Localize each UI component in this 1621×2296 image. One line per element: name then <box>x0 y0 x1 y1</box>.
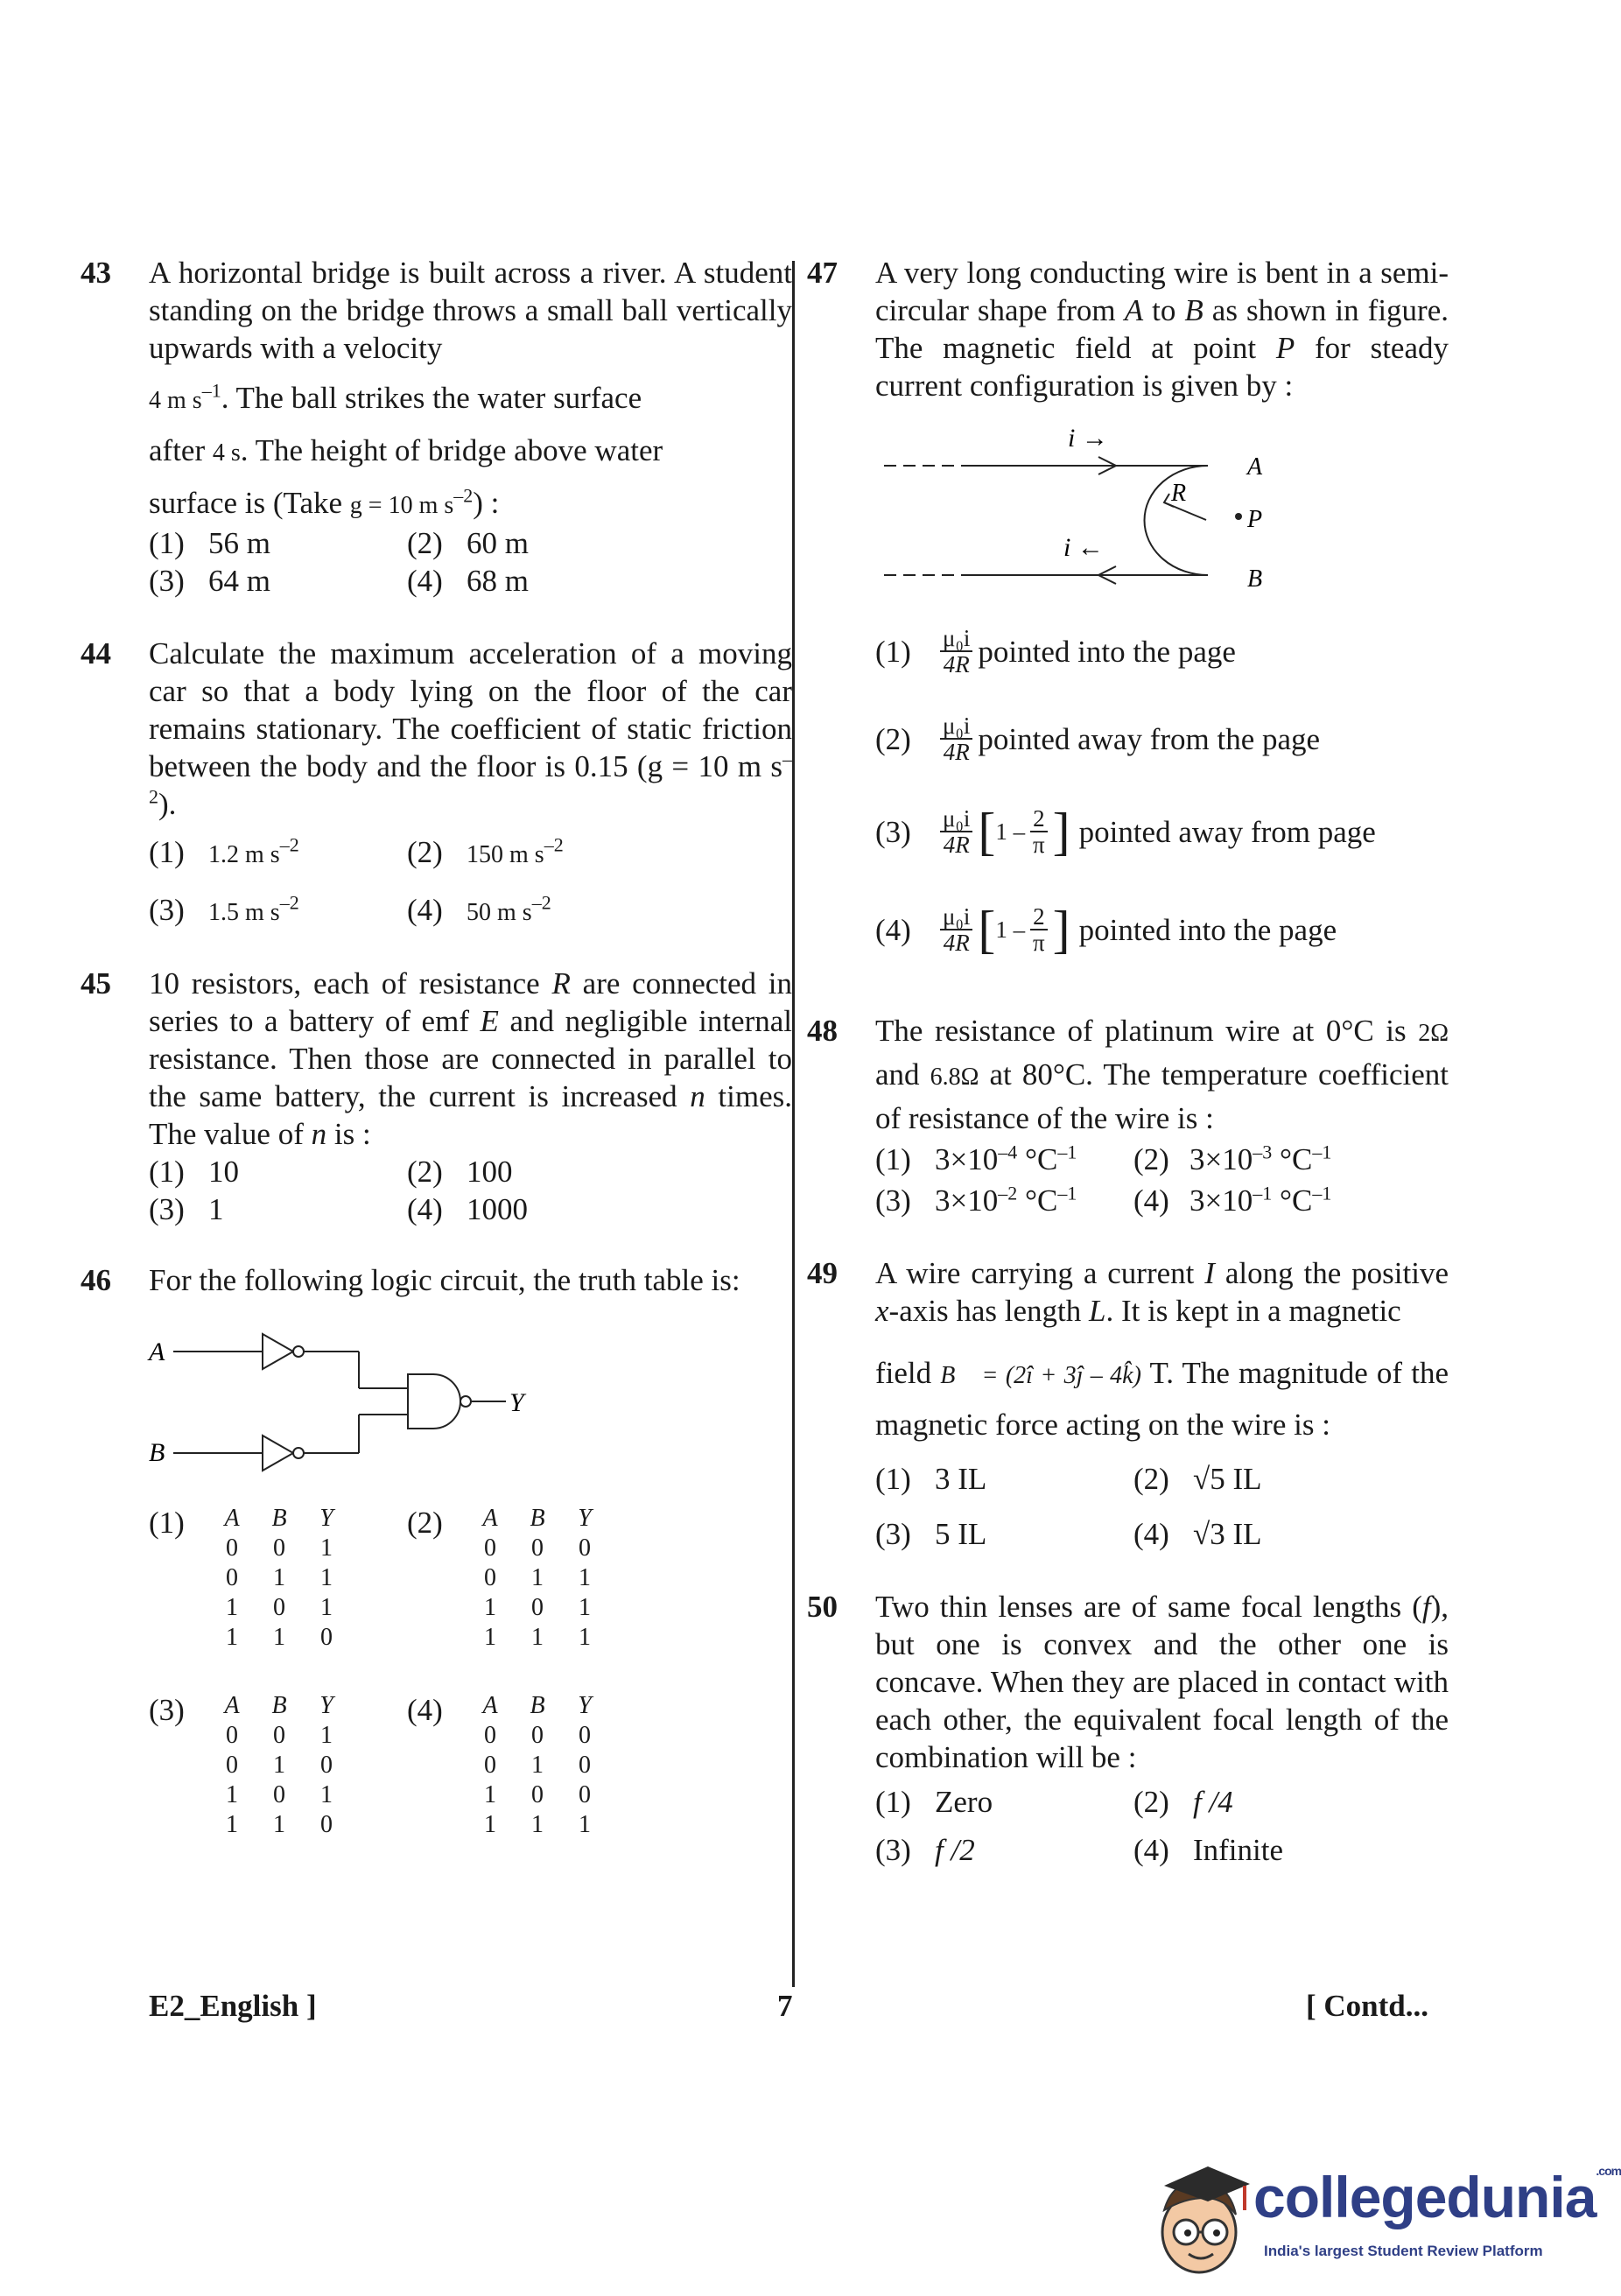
option-4[interactable]: (4) Infinite <box>1133 1833 1284 1867</box>
question-48 <box>807 1010 1449 1221</box>
question-number: 43 <box>81 256 111 290</box>
option-3[interactable]: (3) 1 <box>149 1192 224 1226</box>
logo-tagline: India's largest Student Review Platform <box>1264 2243 1543 2259</box>
truth-table: A B Y 0 0 1 0 1 0 1 0 1 1 1 0 <box>224 1692 333 1838</box>
point-b-label: B <box>1247 565 1263 593</box>
option-3[interactable]: (3) A B Y 0 0 1 0 1 0 1 0 1 1 1 0 <box>149 1691 407 1840</box>
option-4[interactable]: (4) $3\times 10^{-1}$ $^\circ C^{-1}$ <box>1133 1182 1332 1218</box>
question-number: 44 <box>81 636 111 671</box>
option-3[interactable]: (3) 5 IL <box>875 1517 987 1551</box>
point-p <box>1235 513 1242 520</box>
option-2[interactable]: (2) 100 <box>407 1155 513 1189</box>
option-2[interactable]: (2) A B Y 0 0 0 0 1 1 1 0 1 1 1 1 <box>407 1504 670 1653</box>
question-text: The resistance of platinum wire at 0°C is 2Ω and 6.8Ω at 80°C. The temperature coefficient of resistance of the wire is : <box>875 1014 1449 1135</box>
option-2[interactable]: (2) f /4 <box>1133 1785 1233 1819</box>
question-45 <box>81 965 793 1228</box>
question-47 <box>807 254 1449 979</box>
options <box>149 1153 792 1228</box>
option-1[interactable]: (1) 10 <box>149 1155 239 1189</box>
option-1[interactable]: (1) 56 m <box>149 526 270 560</box>
option-4[interactable]: (4) A B Y 0 0 0 0 1 0 1 0 0 1 1 1 <box>407 1691 670 1840</box>
question-text: For the following logic circuit, the truth table is: <box>149 1263 740 1297</box>
option-2[interactable]: (2) $3\times 10^{-3}$ $^\circ C^{-1}$ <box>1133 1141 1332 1176</box>
input-a-label: A <box>149 1338 165 1366</box>
options <box>875 607 1449 979</box>
question-text: 10 resistors, each of resistance R are connected in series to a battery of emf E and negligible internal resistance. Then those are connected in parallel to the same battery, the current is increased n times. The value of n is : <box>149 966 793 1151</box>
logo-wordmark: collegedunia$^{.com}$ <box>1253 2164 1621 2229</box>
options <box>875 1783 1449 1869</box>
option-1[interactable]: (1) $3\times 10^{-4}$ $^\circ C^{-1}$ <box>875 1141 1077 1176</box>
question-number: 50 <box>807 1590 838 1624</box>
point-p-label: P <box>1247 506 1263 533</box>
option-2[interactable]: (2) 150 m $s^{-2}$ <box>407 833 564 869</box>
option-1[interactable]: (1) A B Y 0 0 1 0 1 1 1 0 1 1 1 0 <box>149 1504 407 1653</box>
option-4[interactable]: (4) 1000 <box>407 1192 528 1226</box>
option-4[interactable]: (4) 68 m <box>407 564 529 598</box>
input-b-label: B <box>149 1438 165 1467</box>
question-43 <box>81 254 792 600</box>
question-text: A horizontal bridge is built across a river. A student standing on the bridge throws a small ball vertically upwards with a velocity 4 m $s^{-1}$. The ball strikes the water surface after 4 s. The height of bridge above water surface is (Take g = 10 m $s^{-2}$) : <box>149 256 792 520</box>
truth-table-options <box>149 1504 792 1840</box>
options <box>875 1139 1449 1221</box>
option-4[interactable]: (4) $\frac{\text{μ₀i}}{4R}$ [ 1 – $\frac{2}{\pi}$ ] pointed into the page <box>875 901 1337 958</box>
current-bottom-label: i ← <box>1063 533 1104 562</box>
question-49 <box>807 1254 1449 1553</box>
question-number: 49 <box>807 1256 838 1290</box>
question-46 <box>81 1261 792 1840</box>
option-3[interactable]: (3) f /2 <box>875 1833 975 1867</box>
question-number: 47 <box>807 256 838 290</box>
options <box>149 524 792 600</box>
output-y-label: Y <box>509 1388 524 1417</box>
footer-page-number: 7 <box>777 1989 793 2023</box>
option-3[interactable]: (3) 64 m <box>149 564 270 598</box>
option-1[interactable]: (1) $\frac{\text{μ₀i}}{4R}$ pointed into the page <box>875 625 1236 678</box>
question-text: Two thin lenses are of same focal lengths (f), but one is convex and the other one is concave. When they are placed in contact with each other, the equivalent focal length of the combination will be : <box>875 1590 1449 1774</box>
option-1[interactable]: (1) 3 IL <box>875 1462 987 1496</box>
option-2[interactable]: (2) √5 IL <box>1133 1462 1262 1496</box>
logic-circuit-diagram <box>149 1308 534 1483</box>
option-4[interactable]: (4) √3 IL <box>1133 1517 1262 1551</box>
mascot-icon <box>1162 2166 1250 2272</box>
and-gate <box>408 1374 460 1429</box>
option-1[interactable]: (1) Zero <box>875 1785 993 1819</box>
options <box>149 833 792 931</box>
semicircle-wire-diagram <box>875 413 1278 593</box>
question-number: 46 <box>81 1263 111 1297</box>
question-number: 45 <box>81 966 111 1001</box>
option-2[interactable]: (2) 60 m <box>407 526 529 560</box>
question-text: Calculate the maximum acceleration of a moving car so that a body lying on the floor of the car remains stationary. The coefficient of static friction between the body and the floor is 0.15 (g = 10 m $s^{-2}$). <box>149 636 792 821</box>
truth-table: A B Y 0 0 1 0 1 1 1 0 1 1 1 0 <box>224 1505 333 1651</box>
left-column <box>81 254 793 1840</box>
point-a-label: A <box>1247 453 1263 481</box>
radius-label: R <box>1171 480 1187 507</box>
question-text: A very long conducting wire is bent in a semi-circular shape from A to B as shown in figure. The magnetic field at point P for steady current configuration is given by : <box>875 256 1449 403</box>
options <box>875 1460 1449 1553</box>
column-divider <box>792 261 795 1987</box>
question-text: A wire carrying a current I along the positive x-axis has length L. It is kept in a magnetic field B⃗ = (2î + 3ĵ – 4k̂) T. The magnitude of the magnetic force acting on the wire is : <box>875 1256 1449 1442</box>
option-1[interactable]: (1) 1.2 m $s^{-2}$ <box>149 833 299 869</box>
footer-paper-code: E2_English ] <box>149 1989 317 2023</box>
question-50 <box>807 1588 1449 1869</box>
not-gate-b <box>263 1436 293 1471</box>
current-top-label: i → <box>1068 424 1108 453</box>
footer-continued: [ Contd... <box>1306 1989 1429 2023</box>
right-column <box>807 254 1449 1869</box>
truth-table: A B Y 0 0 0 0 1 1 1 0 1 1 1 1 <box>482 1505 592 1651</box>
option-3[interactable]: (3) $3\times 10^{-2}$ $^\circ C^{-1}$ <box>875 1182 1077 1218</box>
not-gate-a <box>263 1334 293 1369</box>
option-4[interactable]: (4) 50 m $s^{-2}$ <box>407 891 551 927</box>
option-2[interactable]: (2) $\frac{\text{μ₀i}}{4R}$ pointed away from the page <box>875 713 1321 765</box>
option-3[interactable]: (3) 1.5 m $s^{-2}$ <box>149 891 299 927</box>
option-3[interactable]: (3) $\frac{\text{μ₀i}}{4R}$ [ 1 – $\frac{2}{\pi}$ ] pointed away from page <box>875 803 1376 860</box>
truth-table: A B Y 0 0 0 0 1 0 1 0 0 1 1 1 <box>482 1692 592 1838</box>
question-number: 48 <box>807 1014 838 1048</box>
question-44 <box>81 635 792 931</box>
